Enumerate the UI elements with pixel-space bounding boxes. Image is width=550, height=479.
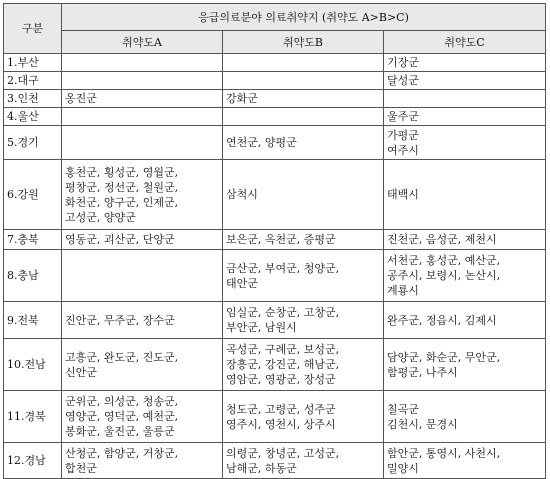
header-row-1 [4, 4, 546, 31]
col-c-cell: 서천군, 홍성군, 예산군, 공주시, 보령시, 논산시, 계룡시 [384, 250, 546, 302]
col-b-cell: 금산군, 부여군, 청양군, 태안군 [223, 250, 384, 302]
region-cell: 5.경기 [4, 126, 62, 160]
region-cell: 2.대구 [4, 72, 62, 90]
table-row [4, 160, 546, 230]
table-row [4, 90, 546, 108]
col-b-cell [223, 108, 384, 126]
table-row [4, 230, 546, 250]
header-title: 응급의료분야 의료취약지 (취약도 A>B>C) [62, 4, 546, 31]
col-c-cell: 칠곡군 김천시, 문경시 [384, 391, 546, 443]
col-a-cell [62, 72, 223, 90]
col-a-cell: 산청군, 함양군, 거창군, 합천군 [62, 443, 223, 479]
table-row [4, 72, 546, 90]
table-row [4, 250, 546, 302]
col-c-cell: 기장군 [384, 54, 546, 72]
region-cell: 11.경북 [4, 391, 62, 443]
col-a-cell [62, 126, 223, 160]
col-c-cell: 함안군, 통영시, 사천시, 밀양시 [384, 443, 546, 479]
col-b-cell: 삼척시 [223, 160, 384, 230]
region-cell: 10.전남 [4, 339, 62, 391]
col-c-cell: 완주군, 정읍시, 김제시 [384, 302, 546, 339]
region-cell: 1.부산 [4, 54, 62, 72]
header-region: 구분 [4, 4, 62, 54]
col-b-cell: 의령군, 창녕군, 고성군, 남해군, 하동군 [223, 443, 384, 479]
col-c-cell: 울주군 [384, 108, 546, 126]
header-col-b: 취약도B [223, 31, 384, 54]
col-c-cell: 달성군 [384, 72, 546, 90]
col-c-cell: 태백시 [384, 160, 546, 230]
header-row-2 [4, 31, 546, 54]
table-row [4, 391, 546, 443]
region-cell: 7.충북 [4, 230, 62, 250]
header-col-c: 취약도C [384, 31, 546, 54]
col-a-cell [62, 108, 223, 126]
header-col-a: 취약도A [62, 31, 223, 54]
col-a-cell: 고흥군, 완도군, 진도군, 신안군 [62, 339, 223, 391]
table-row [4, 54, 546, 72]
col-a-cell: 옹진군 [62, 90, 223, 108]
region-cell: 4.울산 [4, 108, 62, 126]
col-c-cell: 담양군, 화순군, 무안군, 함평군, 나주시 [384, 339, 546, 391]
col-b-cell: 보은군, 옥천군, 증평군 [223, 230, 384, 250]
col-b-cell: 강화군 [223, 90, 384, 108]
col-b-cell: 청도군, 고령군, 성주군 영주시, 영천시, 상주시 [223, 391, 384, 443]
region-cell: 8.충남 [4, 250, 62, 302]
table-row [4, 443, 546, 479]
col-b-cell [223, 54, 384, 72]
col-c-cell: 진천군, 음성군, 제천시 [384, 230, 546, 250]
table-row [4, 108, 546, 126]
table-row [4, 339, 546, 391]
region-cell: 6.강원 [4, 160, 62, 230]
region-cell: 12.경남 [4, 443, 62, 479]
col-b-cell [223, 72, 384, 90]
table-row [4, 302, 546, 339]
col-b-cell: 임실군, 순창군, 고창군, 부안군, 남원시 [223, 302, 384, 339]
col-a-cell: 홍천군, 횡성군, 영월군, 평창군, 정선군, 철원군, 화천군, 양구군, 인제군, 고성군, 양양군 [62, 160, 223, 230]
vulnerable-areas-table [3, 3, 546, 479]
col-b-cell: 곡성군, 구례군, 보성군, 장흥군, 강진군, 해남군, 영암군, 영광군, 장성군 [223, 339, 384, 391]
col-b-cell: 연천군, 양평군 [223, 126, 384, 160]
col-a-cell: 군위군, 의성군, 청송군, 영양군, 영덕군, 예천군, 봉화군, 울진군, 울릉군 [62, 391, 223, 443]
table-row [4, 126, 546, 160]
region-cell: 9.전북 [4, 302, 62, 339]
col-a-cell [62, 54, 223, 72]
col-a-cell: 진안군, 무주군, 장수군 [62, 302, 223, 339]
region-cell: 3.인천 [4, 90, 62, 108]
col-c-cell [384, 90, 546, 108]
col-c-cell: 가평군 여주시 [384, 126, 546, 160]
col-a-cell: 영동군, 괴산군, 단양군 [62, 230, 223, 250]
col-a-cell [62, 250, 223, 302]
